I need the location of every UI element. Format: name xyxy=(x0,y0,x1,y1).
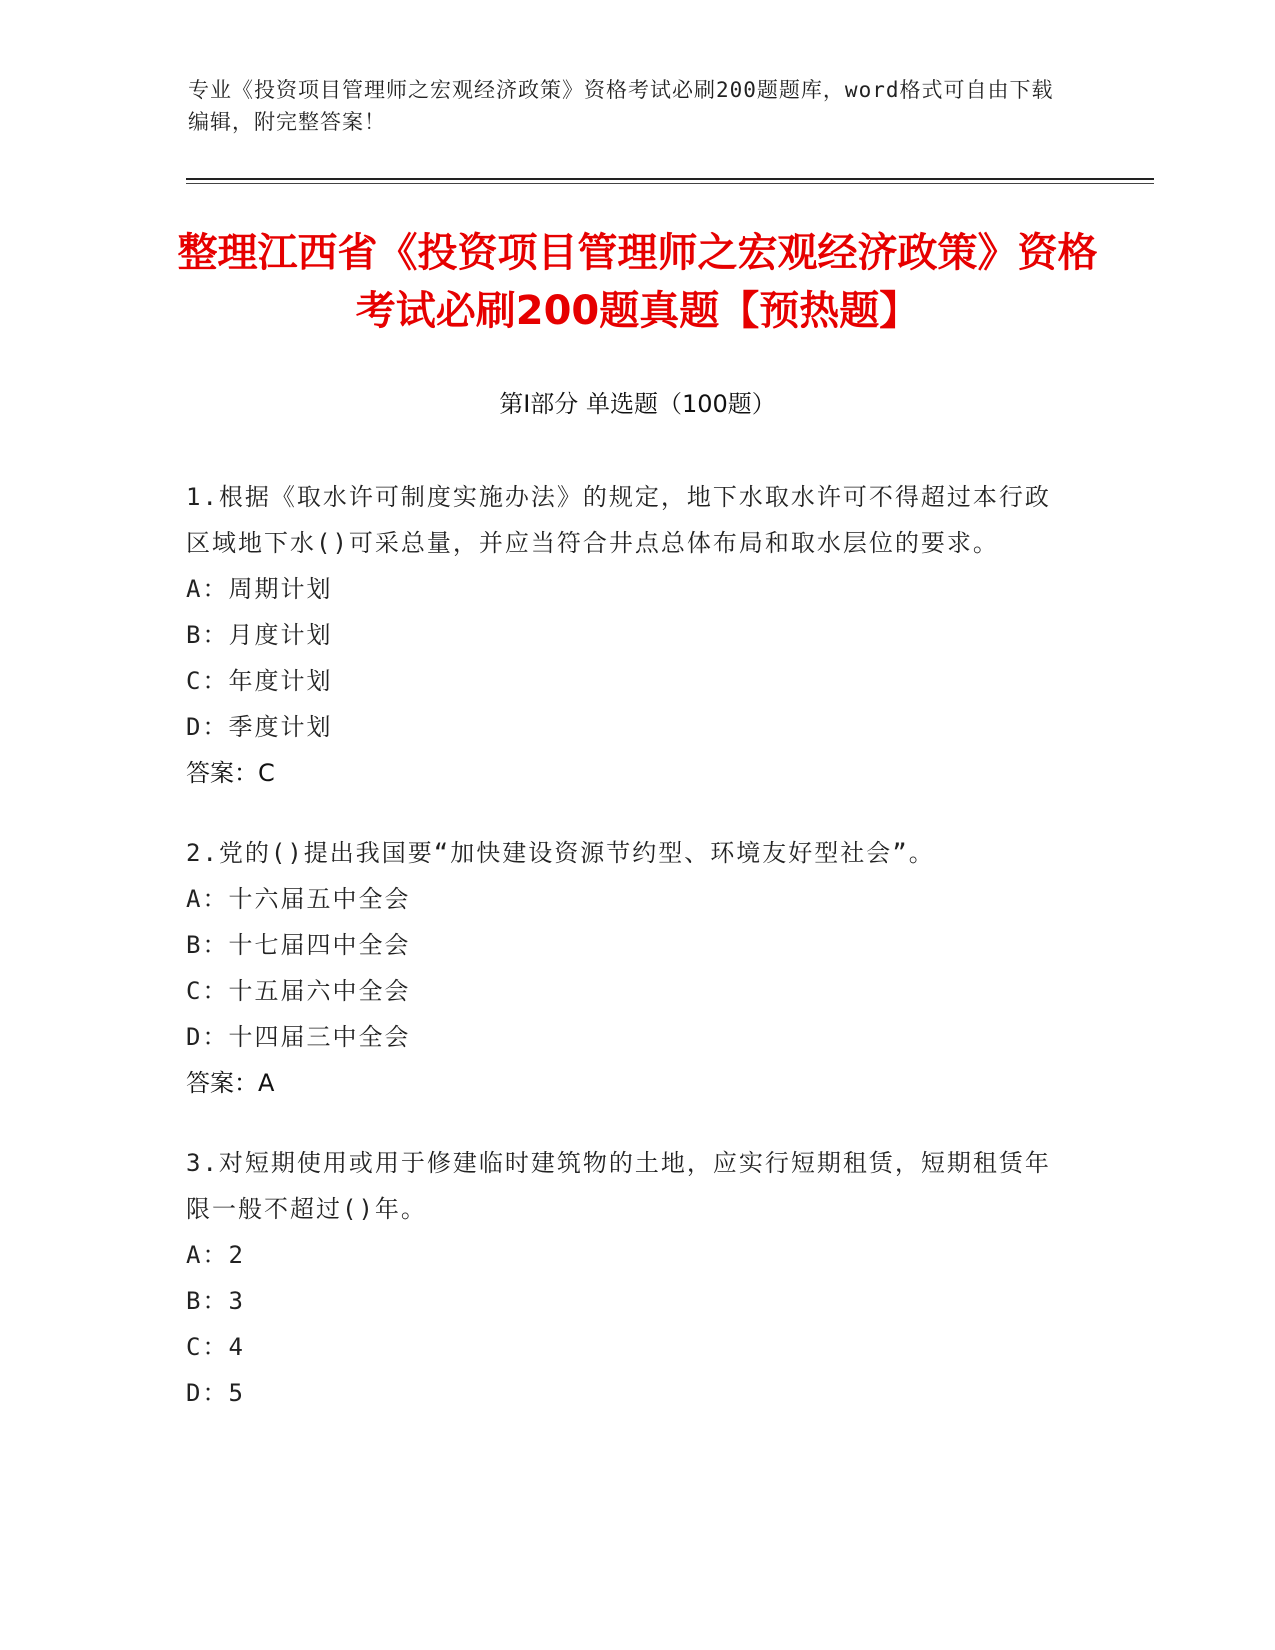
question-2 xyxy=(186,830,1066,1106)
option-letter: B： xyxy=(186,931,229,959)
option-text: 2 xyxy=(228,1241,245,1269)
option-b xyxy=(186,612,1066,658)
option-c xyxy=(186,658,1066,704)
option-text: 十五届六中全会 xyxy=(228,977,411,1005)
option-a xyxy=(186,876,1066,922)
option-a xyxy=(186,566,1066,612)
header-divider-thin xyxy=(186,183,1154,184)
option-text: 5 xyxy=(228,1379,245,1407)
option-letter: D： xyxy=(186,1379,229,1407)
option-letter: C： xyxy=(186,1333,229,1361)
question-1 xyxy=(186,474,1066,796)
question-stem: 1.根据《取水许可制度实施办法》的规定，地下水取水许可不得超过本行政区域地下水()可采总量，并应当符合井点总体布局和取水层位的要求。 xyxy=(186,483,1051,557)
option-text: 十七届四中全会 xyxy=(228,931,411,959)
option-text: 季度计划 xyxy=(228,713,333,741)
option-text: 周期计划 xyxy=(228,575,333,603)
option-letter: C： xyxy=(186,977,229,1005)
question-stem: 3.对短期使用或用于修建临时建筑物的土地，应实行短期租赁，短期租赁年限一般不超过()年。 xyxy=(186,1149,1051,1223)
option-text: 十四届三中全会 xyxy=(228,1023,411,1051)
option-letter: D： xyxy=(186,1023,229,1051)
option-c xyxy=(186,968,1066,1014)
option-text: 3 xyxy=(228,1287,245,1315)
header-note: 专业《投资项目管理师之宏观经济政策》资格考试必刷200题题库，word格式可自由下载编辑，附完整答案！ xyxy=(188,78,1054,134)
option-text: 4 xyxy=(228,1333,245,1361)
option-d xyxy=(186,1014,1066,1060)
option-letter: C： xyxy=(186,667,229,695)
option-letter: D： xyxy=(186,713,229,741)
option-d xyxy=(186,1370,1066,1416)
answer-line: 答案：C xyxy=(186,759,275,787)
option-letter: A： xyxy=(186,885,229,913)
option-text: 月度计划 xyxy=(228,621,333,649)
document-title: 整理江西省《投资项目管理师之宏观经济政策》资格考试必刷200题真题【预热题】 xyxy=(177,230,1098,334)
question-list xyxy=(186,474,1066,1450)
question-stem: 2.党的()提出我国要“加快建设资源节约型、环境友好型社会”。 xyxy=(186,839,935,867)
option-d xyxy=(186,704,1066,750)
section-title: 第Ⅰ部分 单选题（100题） xyxy=(499,390,776,418)
option-letter: A： xyxy=(186,1241,229,1269)
option-text: 十六届五中全会 xyxy=(228,885,411,913)
option-b xyxy=(186,1278,1066,1324)
option-b xyxy=(186,922,1066,968)
option-letter: A： xyxy=(186,575,229,603)
option-a xyxy=(186,1232,1066,1278)
question-3 xyxy=(186,1140,1066,1416)
answer-line: 答案：A xyxy=(186,1069,275,1097)
option-letter: B： xyxy=(186,1287,229,1315)
option-text: 年度计划 xyxy=(228,667,333,695)
option-c xyxy=(186,1324,1066,1370)
option-letter: B： xyxy=(186,621,229,649)
header-divider-thick xyxy=(186,178,1154,180)
